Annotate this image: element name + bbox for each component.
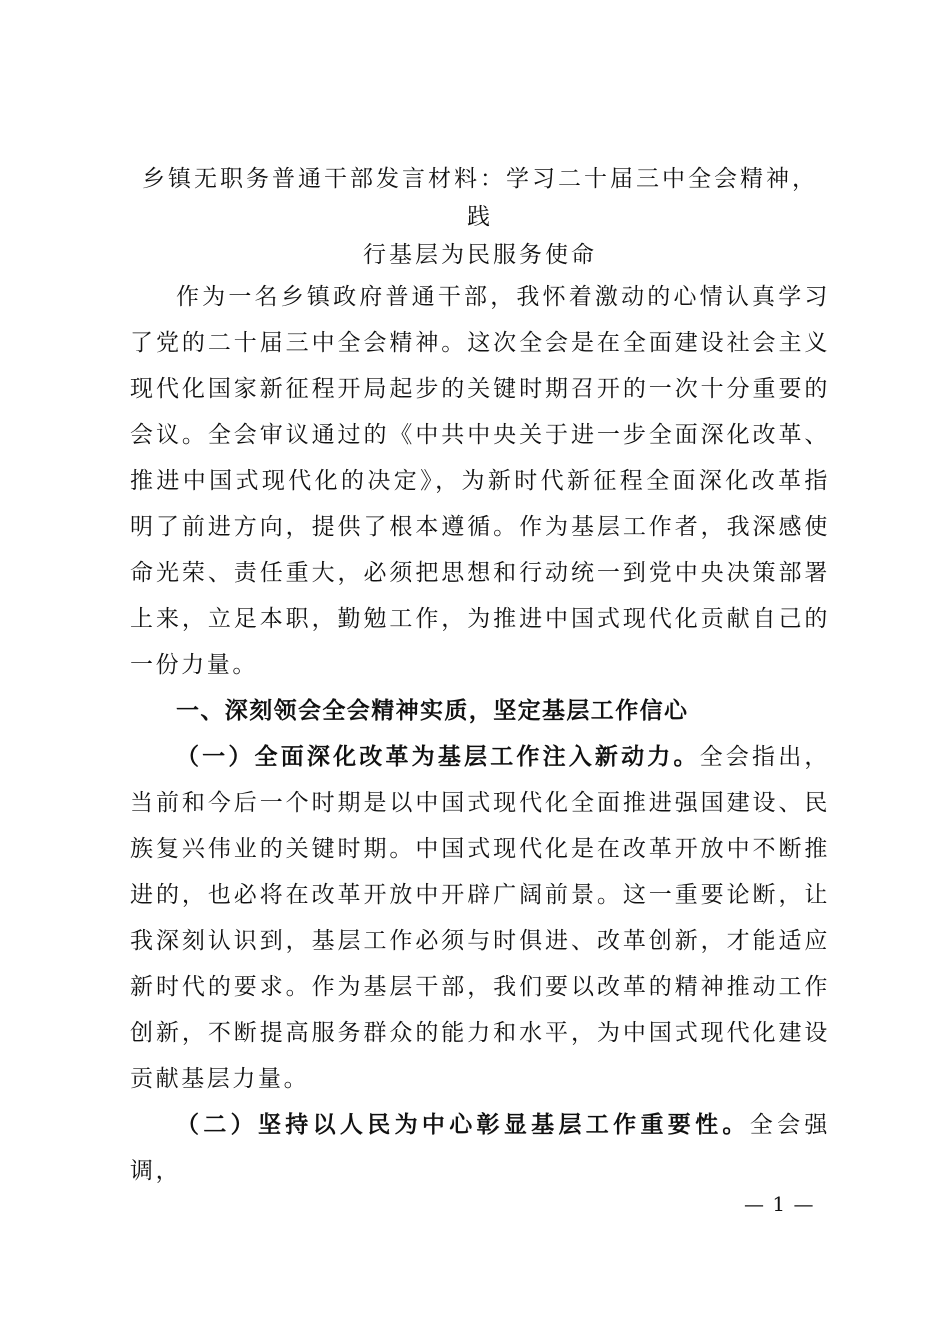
section-1-heading: 一、深刻领会全会精神实质，坚定基层工作信心 [176, 698, 689, 724]
subsection-1-body: 全会指出，当前和今后一个时期是以中国式现代化全面推进强国建设、民族复兴伟业的关键时期。中国式现代化是在改革开放中不断推进的，也必将在改革开放中开辟广阔前景。这一重要论断，让我深刻认识到，基层工作必须与时俱进、改革创新，才能适应新时代的要求。作为基层干部，我们要以改革的精神推动工作创新，不断提高服务群众的能力和水平，为中国式现代化建设贡献基层力量。 [130, 744, 831, 1092]
document-page [130, 160, 830, 1194]
subsection-2-paragraph [130, 1102, 830, 1194]
subsection-2-body: 全会强调， [130, 1112, 830, 1184]
page-number: — 1 — [744, 1192, 815, 1216]
subsection-1-lead: （一）全面深化改革为基层工作注入新动力。 [176, 743, 700, 770]
title-line-2: 行基层为民服务使命 [363, 242, 597, 268]
document-title [130, 160, 830, 274]
intro-paragraph: 作为一名乡镇政府普通干部，我怀着激动的心情认真学习了党的二十届三中全会精神。这次全会是在全面建设社会主义现代化国家新征程开局起步的关键时期召开的一次十分重要的会议。全会审议通过的《中共中央关于进一步全面深化改革、推进中国式现代化的决定》，为新时代新征程全面深化改革指明了前进方向，提供了根本遵循。作为基层工作者，我深感使命光荣、责任重大，必须把思想和行动统一到党中央决策部署上来，立足本职，勤勉工作，为推进中国式现代化贡献自己的一份力量。 [130, 284, 830, 678]
subsection-2-lead: （二）坚持以人民为中心彰显基层工作重要性。 [176, 1111, 750, 1138]
title-line-1: 乡镇无职务普通干部发言材料：学习二十届三中全会精神，践 [142, 166, 818, 230]
subsection-1-paragraph [130, 734, 830, 1102]
